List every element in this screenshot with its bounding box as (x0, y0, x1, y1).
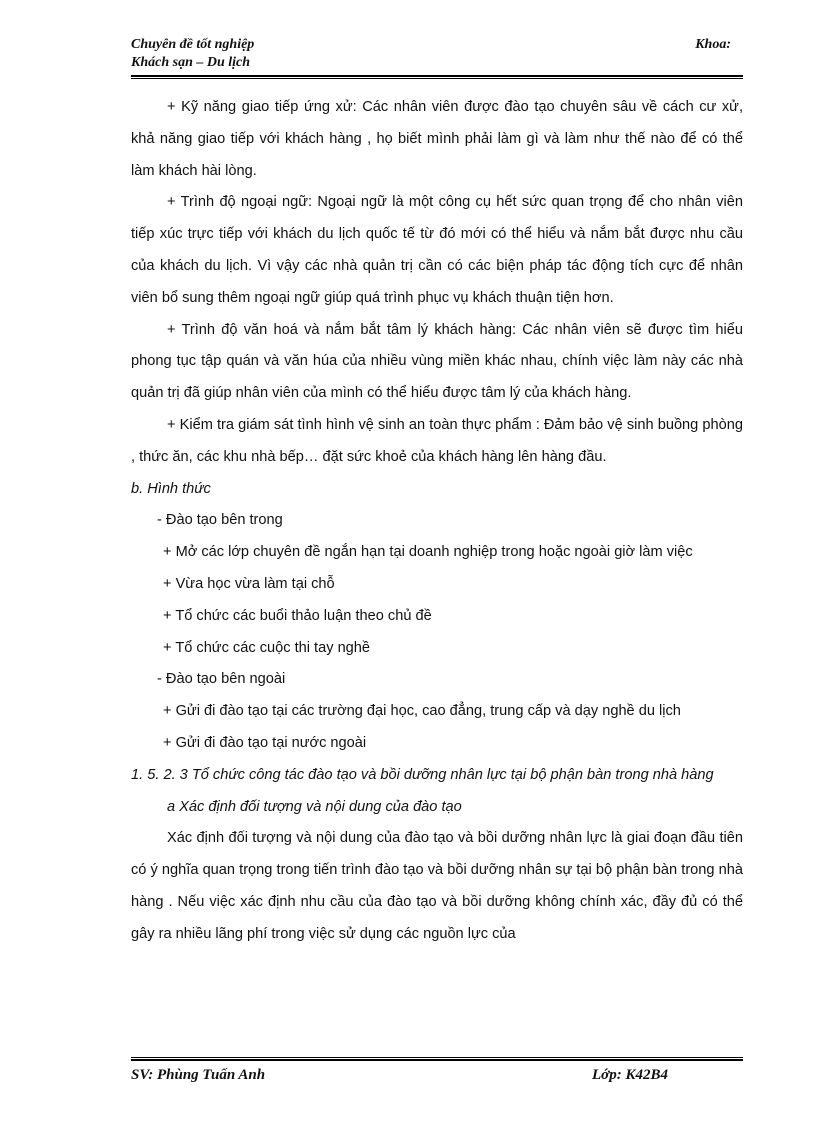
paragraph-communication-skills: + Kỹ năng giao tiếp ứng xử: Các nhân viên được đào tạo chuyên sâu về cách cư xử, khả năng giao tiếp với khách hàng , họ biết mình phải làm gì và làm như thế nào để có thể làm khách hài lòng. (131, 99, 743, 179)
list-item-schools: + Gửi đi đào tạo tại các trường đại học, cao đẳng, trung cấp và dạy nghề du lịch (163, 703, 681, 720)
heading-b-forms: b. Hình thức (131, 480, 211, 497)
footer-divider-thin (131, 1057, 743, 1058)
page-body (131, 92, 743, 951)
footer-student: SV: Phùng Tuấn Anh (131, 1067, 266, 1083)
list-item-skill-contests: + Tổ chức các cuộc thi tay nghề (163, 639, 371, 656)
footer-divider (131, 1059, 743, 1061)
list-item-abroad: + Gửi đi đào tạo tại nước ngoài (163, 734, 367, 751)
page-header (131, 36, 743, 76)
list-item-external-training: - Đào tạo bên ngoài (157, 671, 286, 688)
heading-section-1-5-2-3: 1. 5. 2. 3 Tổ chức công tác đào tạo và bồi dưỡng nhân lực tại bộ phận bàn trong nhà hàng (131, 766, 714, 783)
paragraph-determine-target: Xác định đối tượng và nội dung của đào tạo và bồi dưỡng nhân lực là giai đoạn đầu tiên có ý nghĩa quan trọng trong tiến trình đào tạo và bồi dưỡng nhân sự tại bộ phận bàn trong nhà hàng . Nếu việc xác định nhu cầu của đào tạo và bồi dưỡng không chính xác, đầy đủ có thể gây ra nhiều lãng phí trong việc sử dụng các nguồn lực của (131, 830, 743, 942)
footer-class: Lớp: K42B4 (592, 1067, 668, 1083)
page-footer (131, 1065, 743, 1085)
header-faculty: Khoa: (695, 37, 731, 52)
paragraph-foreign-language: + Trình độ ngoại ngữ: Ngoại ngữ là một công cụ hết sức quan trọng để cho nhân viên tiếp xúc trực tiếp với khách du lịch quốc tế từ đó mới có thể hiểu và nắm bắt được nhu cầu của khách du lịch. Vì vậy các nhà quản trị cần có các biện pháp tác động tích cực để nhân viên bổ sung thêm ngoại ngữ giúp quá trình phục vụ khách thuận tiện hơn. (131, 194, 743, 306)
list-item-internal-training: - Đào tạo bên trong (157, 512, 283, 529)
paragraph-food-safety: + Kiểm tra giám sát tình hình vệ sinh an toàn thực phẩm : Đảm bảo vệ sinh buồng phòng , thức ăn, các khu nhà bếp… đặt sức khoẻ của khách hàng lên hàng đầu. (131, 416, 743, 465)
heading-a-target-content: a Xác định đối tượng và nội dung của đào tạo (167, 798, 462, 815)
paragraph-culture: + Trình độ văn hoá và nắm bắt tâm lý khách hàng: Các nhân viên sẽ được tìm hiểu phong tục tập quán và văn húa của nhiều vùng miền khác nhau, chính việc làm này các nhà quản trị đã giúp nhân viên của mình có thể hiểu được tâm lý của khách hàng. (131, 321, 743, 402)
header-title: Chuyên đề tốt nghiệp (131, 37, 255, 52)
header-divider (131, 75, 743, 77)
list-item-short-courses: + Mở các lớp chuyên đề ngắn hạn tại doanh nghiệp trong hoặc ngoài giờ làm việc (163, 544, 693, 561)
header-left (131, 36, 254, 72)
list-item-discussions: + Tổ chức các buổi thảo luận theo chủ đề (163, 607, 432, 624)
header-divider-thin (131, 78, 743, 79)
list-item-learn-on-job: + Vừa học vừa làm tại chỗ (163, 575, 335, 592)
header-subtitle: Khách sạn – Du lịch (131, 55, 251, 70)
